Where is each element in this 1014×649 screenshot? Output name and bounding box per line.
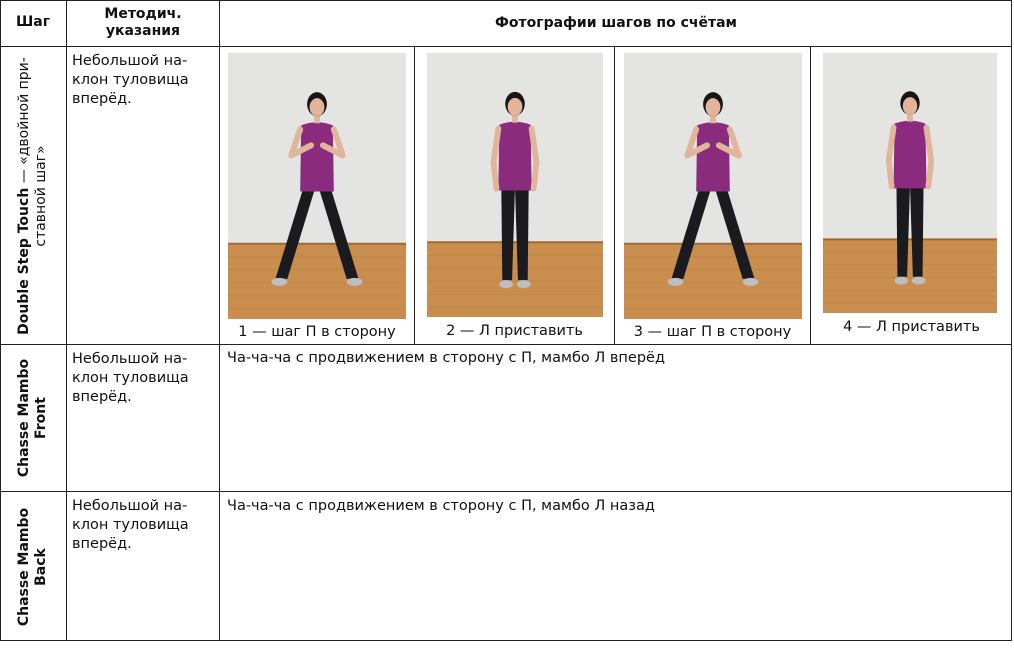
step-photo-1	[228, 53, 406, 319]
step-name-line1: Chasse Mambo	[16, 507, 32, 626]
dancer-figure	[823, 53, 997, 313]
row-divider	[0, 491, 1012, 492]
dancer-figure	[228, 53, 406, 319]
method-notes: Небольшой на- клон туловища вперёд.	[72, 351, 189, 405]
column-divider	[219, 0, 220, 641]
photo-divider	[810, 46, 811, 344]
step-name-rest: — «двойной при-	[16, 56, 33, 188]
step-photo-2	[427, 53, 603, 317]
step-name-line2: Back	[33, 547, 49, 586]
step-photo-4	[823, 53, 997, 313]
photo-caption: 3 — шаг П в сторону	[633, 324, 792, 340]
photo-divider	[614, 46, 615, 344]
header-photos: Фотографии шагов по счётам	[495, 15, 737, 31]
photo-caption: 1 — шаг П в сторону	[238, 324, 396, 340]
row-divider	[0, 344, 1012, 345]
step-name-chasse-mambo-front	[0, 345, 66, 491]
header-step: Шаг	[15, 14, 51, 30]
step-name-double-step-touch	[0, 47, 66, 344]
step-photo-3	[624, 53, 802, 319]
step-name-line2: ставной шаг»	[33, 144, 50, 247]
dancer-figure	[427, 53, 603, 317]
photo-divider	[414, 46, 415, 344]
row-divider	[0, 46, 1012, 47]
method-notes: Небольшой на- клон туловища вперёд.	[72, 53, 189, 107]
photo-caption: 2 — Л приставить	[446, 323, 583, 339]
column-divider	[66, 0, 67, 641]
step-name-line1: Chasse Mambo	[16, 358, 32, 478]
step-description: Ча-ча-ча с продвижением в сторону с П, мамбо Л назад	[227, 498, 655, 514]
photo-caption: 4 — Л приставить	[843, 319, 980, 335]
header-method: Методич. указания	[104, 6, 182, 39]
step-description: Ча-ча-ча с продвижением в сторону с П, мамбо Л вперёд	[227, 350, 665, 366]
dancer-figure	[624, 53, 802, 319]
step-name-line2: Front	[33, 397, 49, 439]
step-name-chasse-mambo-back	[0, 492, 66, 641]
step-name-bold: Double Step Touch	[16, 187, 33, 335]
method-notes: Небольшой на- клон туловища вперёд.	[72, 498, 189, 552]
